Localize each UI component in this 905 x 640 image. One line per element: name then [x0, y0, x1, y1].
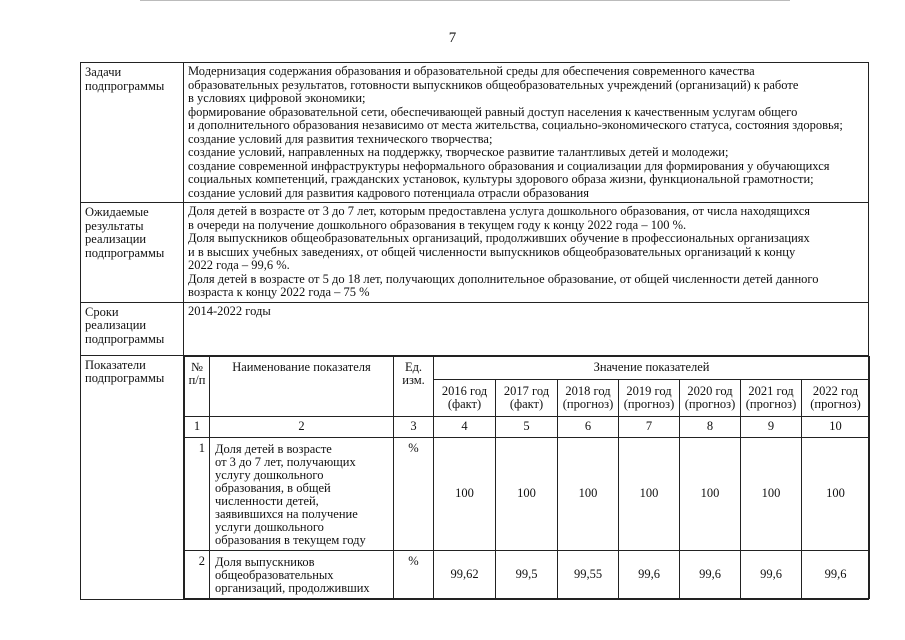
indicator-name-line: услуги дошкольного [215, 519, 324, 534]
table-row [185, 550, 870, 598]
indicator-name-line: Доля выпускников [215, 554, 315, 569]
results-line: Доля детей в возрасте от 3 до 7 лет, которым предоставлена услуга дошкольного образования, от числа находящихся [188, 204, 811, 218]
indicator-value: 100 [434, 437, 496, 550]
results-line: 2022 года – 99,6 %. [188, 258, 290, 272]
indicator-name [210, 550, 394, 598]
results-label-line: Ожидаемые [85, 205, 149, 219]
indicators-label [81, 355, 184, 599]
header-year [496, 379, 558, 416]
tasks-line: социальных компетенций, гражданских установок, культуры здорового образа жизни, функциональной грамотности; [188, 172, 814, 186]
year-note: (прогноз) [810, 396, 861, 411]
col-number: 10 [802, 416, 870, 437]
row-indicators [81, 355, 869, 599]
indicator-value: 99,55 [558, 550, 619, 598]
indicator-value: 99,5 [496, 550, 558, 598]
terms-label-line: Сроки [85, 304, 119, 319]
indicator-value: 99,6 [741, 550, 802, 598]
indicator-name-line: от 3 до 7 лет, получающих [215, 454, 356, 469]
tasks-line: Модернизация содержания образования и образовательной среды для обеспечения современного качества [188, 64, 755, 78]
header-num-line: № [191, 359, 203, 374]
tasks-line: образовательных результатов, готовности выпускников общеобразовательных учреждений (организаций) к работе [188, 77, 799, 92]
indicator-value: 100 [496, 437, 558, 550]
results-line: в очереди на получение дошкольного образования в текущем году к концу 2022 года – 100 %. [188, 217, 687, 232]
row-num: 1 [185, 437, 210, 550]
year-note: (факт) [447, 396, 482, 411]
indicators-header-row [185, 356, 870, 379]
tasks-label [81, 63, 184, 203]
tasks-line: создание условий для развития технического творчества; [188, 131, 493, 146]
header-year [434, 379, 496, 416]
terms-label-line: реализации [85, 318, 147, 332]
indicator-value: 99,62 [434, 550, 496, 598]
indicator-value: 100 [680, 437, 741, 550]
indicator-value: 100 [741, 437, 802, 550]
header-unit-line: Ед. [404, 359, 423, 374]
tasks-label-line: Задачи [85, 65, 122, 79]
header-year [741, 379, 802, 416]
indicator-value: 100 [619, 437, 680, 550]
indicator-unit: % [394, 437, 434, 550]
indicator-name-line: Доля детей в возрасте [215, 441, 332, 456]
indicators-label-line: Показатели [85, 357, 146, 372]
col-number: 1 [185, 416, 210, 437]
indicators-label-line: подпрограммы [85, 371, 165, 385]
page-top-edge [140, 0, 790, 5]
indicator-name [210, 437, 394, 550]
indicator-name-line: образования в текущем году [215, 532, 366, 547]
year-note: (факт) [509, 396, 544, 411]
results-label-line: подпрограммы [85, 245, 165, 260]
year-label: 2017 год [503, 383, 550, 398]
terms-label-line: подпрограммы [85, 331, 165, 346]
tasks-line: создание условий, направленных на поддержку, творческое развитие талантливых детей и молодежи; [188, 145, 729, 159]
col-number: 6 [558, 416, 619, 437]
results-line: возраста к концу 2022 года – 75 % [188, 285, 370, 299]
tasks-line: создание современной инфраструктуры неформального образования и социализации для формирования у обучающихся [188, 158, 830, 173]
indicator-name-line: услугу дошкольного [215, 467, 324, 482]
row-num: 2 [185, 550, 210, 598]
results-label-line: результаты [85, 218, 144, 233]
header-year [558, 379, 619, 416]
header-num-line: п/п [188, 372, 206, 387]
row-results [81, 203, 869, 303]
header-year [802, 379, 870, 416]
results-line: и в высших учебных заведениях, от общей численности выпускников общеобразовательных организаций к концу [188, 244, 796, 259]
header-year [680, 379, 741, 416]
col-number: 8 [680, 416, 741, 437]
indicator-name-line: численности детей, [215, 493, 319, 508]
indicator-value: 99,6 [619, 550, 680, 598]
tasks-content [184, 63, 869, 203]
col-number: 9 [741, 416, 802, 437]
indicators-content [184, 355, 869, 599]
year-note: (прогноз) [623, 396, 675, 411]
tasks-line: в условиях цифровой экономики; [188, 91, 366, 105]
col-number: 4 [434, 416, 496, 437]
terms-text: 2014-2022 годы [188, 303, 271, 318]
header-year [619, 379, 680, 416]
results-label [81, 203, 184, 303]
year-label: 2019 год [626, 383, 672, 398]
year-note: (прогноз) [684, 396, 736, 411]
year-label: 2022 год [812, 383, 859, 398]
terms-content [184, 302, 869, 355]
indicator-value: 100 [558, 437, 619, 550]
indicator-value: 100 [802, 437, 870, 550]
header-values-title: Значение показателей [434, 356, 870, 379]
column-numbers-row [185, 416, 870, 437]
table-row [185, 437, 870, 550]
header-unit-line: изм. [402, 372, 425, 387]
passport-table [80, 62, 869, 600]
indicator-name-line: организаций, продолживших [215, 580, 370, 595]
indicator-name-line: заявившихся на получение [215, 506, 358, 521]
indicator-value: 99,6 [680, 550, 741, 598]
year-label: 2018 год [565, 383, 611, 398]
col-number: 3 [394, 416, 434, 437]
header-unit [394, 356, 434, 416]
header-num [185, 356, 210, 416]
page-number: 7 [448, 30, 457, 46]
tasks-label-line: подпрограммы [85, 78, 165, 93]
col-number: 7 [619, 416, 680, 437]
indicator-name-line: образования, в общей [215, 480, 331, 495]
indicator-value: 99,6 [802, 550, 870, 598]
results-label-line: реализации [85, 232, 147, 246]
results-line: Доля детей в возрасте от 5 до 18 лет, получающих дополнительное образование, от общей численности детей данного [188, 271, 819, 286]
header-name: Наименование показателя [210, 356, 394, 416]
year-note: (прогноз) [562, 396, 614, 411]
year-note: (прогноз) [745, 396, 797, 411]
terms-label [81, 302, 184, 355]
year-label: 2016 год [441, 383, 488, 398]
row-terms [81, 302, 869, 355]
year-label: 2020 год [687, 383, 733, 398]
col-number: 2 [210, 416, 394, 437]
indicator-name-line: общеобразовательных [215, 567, 334, 582]
tasks-line: и дополнительного образования независимо от места жительства, социально-экономического статуса, состояния здоровья; [188, 118, 843, 132]
indicator-unit: % [394, 550, 434, 598]
tasks-line: формирование образовательной сети, обеспечивающей равный доступ населения к качественным услугам общего [188, 104, 798, 119]
results-line: Доля выпускников общеобразовательных организаций, продолживших обучение в профессиональных организациях [188, 231, 810, 245]
results-content [184, 203, 869, 303]
col-number: 5 [496, 416, 558, 437]
tasks-line: создание условий для развития кадрового потенциала отрасли образования [188, 185, 589, 200]
year-label: 2021 год [748, 383, 794, 398]
row-tasks [81, 63, 869, 203]
indicators-table [184, 356, 870, 599]
